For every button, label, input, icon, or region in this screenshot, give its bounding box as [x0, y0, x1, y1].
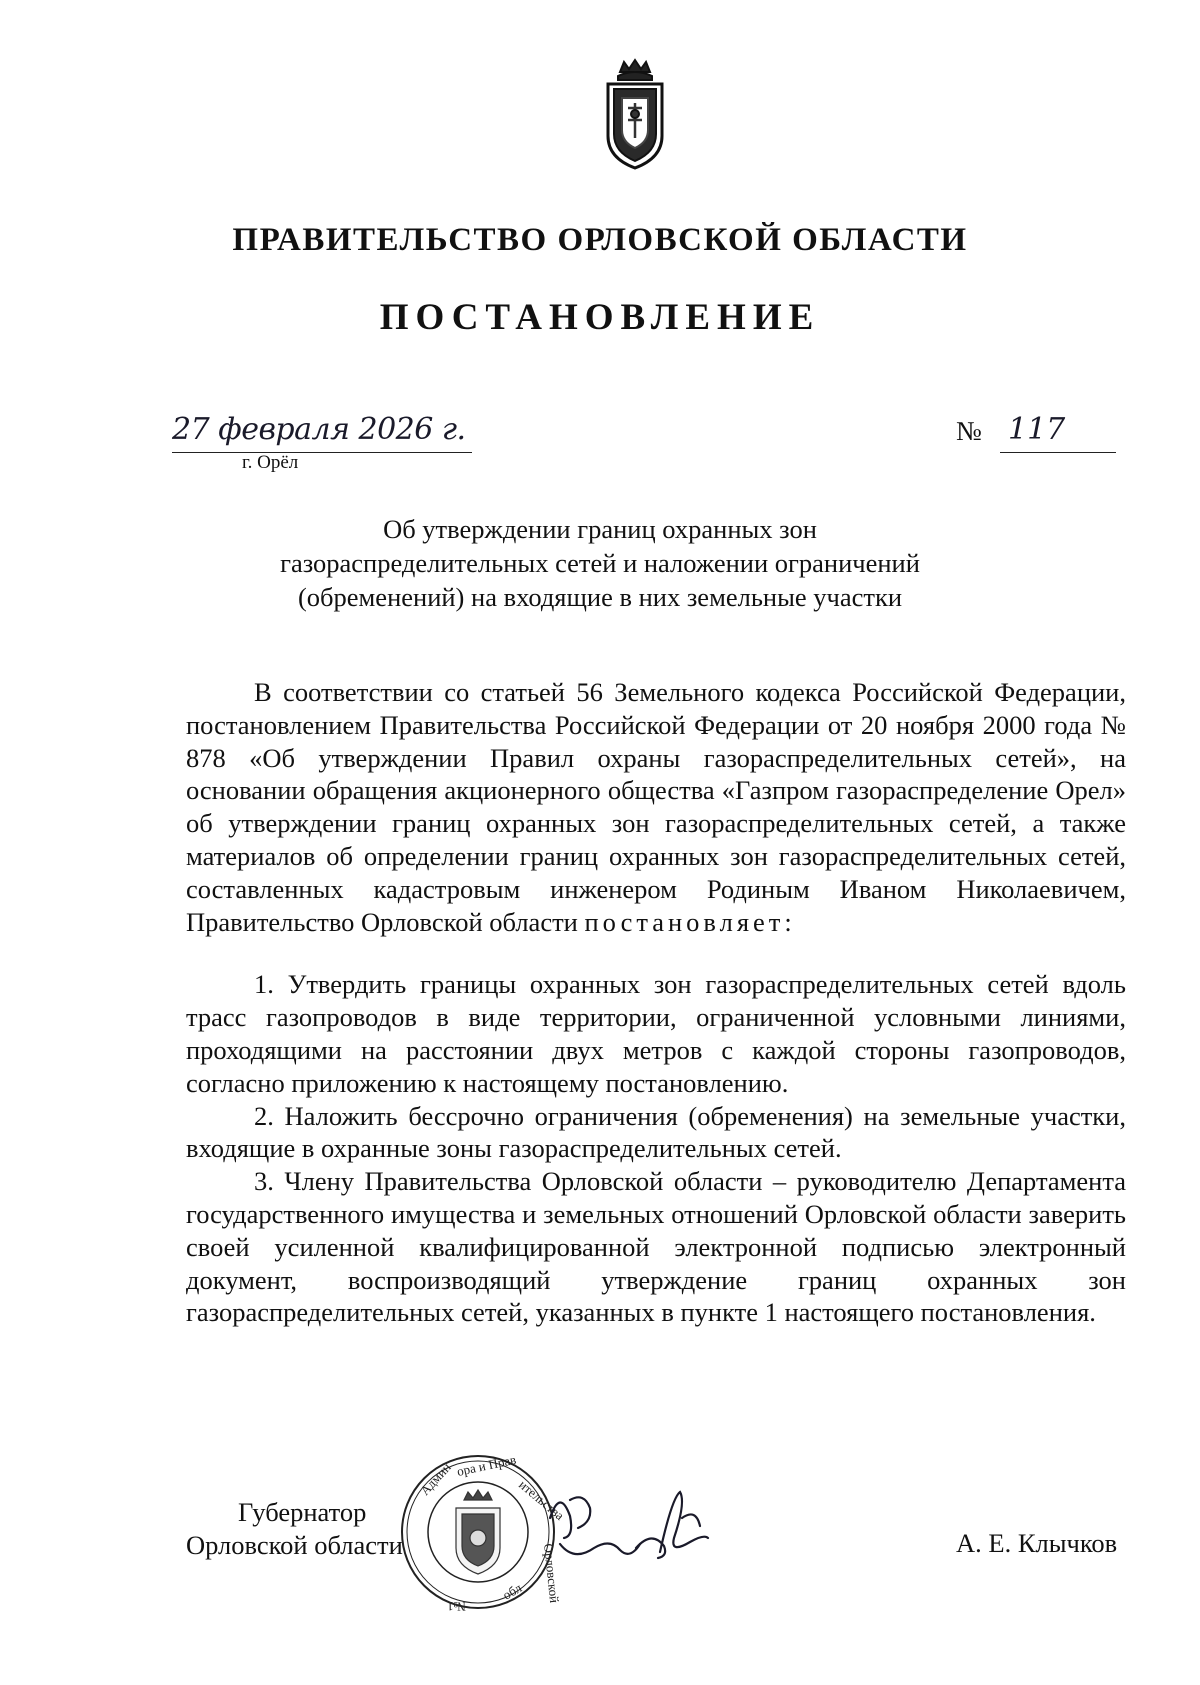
handwritten-date: 27 февраля 2026 г. [172, 412, 466, 447]
svg-text:Админ: Админ [417, 1459, 454, 1499]
number-underline [1000, 452, 1116, 453]
signatory-name: А. Е. Клычков [956, 1528, 1118, 1558]
preamble-text: В соответствии со статьей 56 Земельного кодекса Российской Федерации, постановлением Правительства Российской Федерации от 20 ноября 2000 года № 878 «Об утверждении Правил охраны газораспределительных сетей», на основании обращения акционерного общества «Газпром газораспределение Орел» об утверждении границ охранных зон газораспределительных сетей, а также материалов об определении границ охранных зон газораспределительных сетей, составленных кадастровым инженером Родиным Иваном Николаевичем, Правительство Орловской области [186, 677, 1126, 937]
item-paragraph [186, 968, 1126, 1099]
city-label: г. Орёл [242, 452, 299, 473]
item-text: 3. Члену Правительства Орловской области – руководителю Департамента государственного имущества и земельных отношений Орловской области заверить своей усиленной квалифицированной электронной подписью электронный документ, воспроизводящий утверждение границ охранных зон газораспределительных сетей, указанных в пункте 1 настоящего постановления. [186, 1166, 1126, 1328]
subject-line: Об утверждении границ охранных зон [383, 514, 817, 544]
item-paragraph [186, 1165, 1126, 1329]
signatory-title-line: Орловской области [186, 1530, 403, 1560]
handwritten-number: 117 [1008, 412, 1066, 447]
resolves-word: постановляет: [584, 906, 796, 937]
svg-text:ительства: ительства [516, 1476, 568, 1524]
coat-of-arms-icon [600, 58, 670, 173]
official-seal-icon [398, 1451, 568, 1614]
item-paragraph [186, 1100, 1126, 1166]
svg-text:обл: обл [500, 1579, 525, 1603]
svg-text:№1: №1 [447, 1599, 466, 1614]
subject-line: газораспределительных сетей и наложении ограничений [280, 548, 920, 578]
handwritten-signature-icon [540, 1478, 710, 1583]
signatory-title [186, 1496, 403, 1562]
svg-text:Орловской: Орловской [541, 1542, 563, 1604]
date-underline [172, 452, 472, 453]
signatory-title-line: Губернатор [238, 1497, 367, 1527]
item-text: 1. Утвердить границы охранных зон газораспределительных сетей вдоль трасс газопроводов в виде территории, ограниченной условными линиями, проходящими на расстоянии двух метров с каждой стороны газопроводов, согласно приложению к настоящему постановлению. [186, 969, 1126, 1098]
document-subject [240, 512, 960, 614]
document-number-block [956, 412, 1146, 456]
date-block [172, 408, 532, 473]
svg-text:ора и Прав: ора и Прав [455, 1451, 518, 1479]
item-text: 2. Наложить бессрочно ограничения (обременения) на земельные участки, входящие в охранные зоны газораспределительных сетей. [186, 1100, 1126, 1164]
number-sign: № [956, 416, 982, 446]
subject-line: (обременений) на входящие в них земельные участки [297, 582, 903, 612]
document-type-title: ПОСТАНОВЛЕНИЕ [379, 297, 821, 338]
document-body [186, 676, 1126, 1329]
government-title: ПРАВИТЕЛЬСТВО ОРЛОВСКОЙ ОБЛАСТИ [232, 222, 968, 258]
preamble-paragraph [186, 676, 1126, 938]
